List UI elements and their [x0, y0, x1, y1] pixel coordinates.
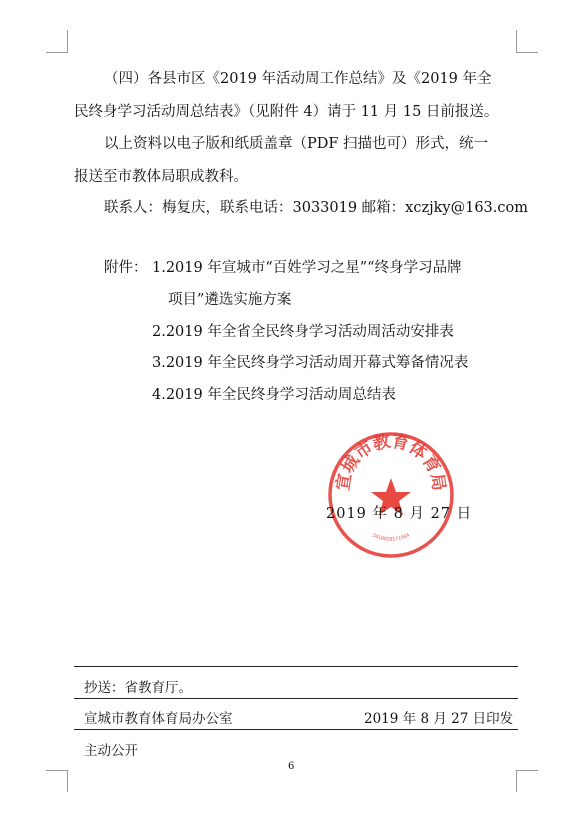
crop-mark-bottom-right-v — [516, 770, 517, 792]
svg-text:3418020171904: 3418020171904 — [371, 532, 411, 543]
crop-mark-top-left-v — [67, 30, 68, 52]
official-seal — [326, 430, 456, 560]
document-date: 2019 年 8 月 27 日 — [326, 506, 473, 522]
attachment-1-line-1: 1.2019 年宣城市“百姓学习之星”“终身学习品牌 — [152, 260, 462, 276]
paragraph-2-line-2: 报送至市教体局职成教科。 — [74, 169, 248, 185]
attachment-2: 2.2019 年全省全民终身学习活动周活动安排表 — [152, 324, 454, 340]
footer-rule-top — [74, 666, 518, 667]
disclosure-type: 主动公开 — [84, 743, 138, 759]
paragraph-2-line-1: 以上资料以电子版和纸质盖章（PDF 扫描也可）形式，统一 — [104, 136, 489, 152]
attachment-3: 3.2019 年全民终身学习活动周开幕式筹备情况表 — [152, 355, 469, 371]
crop-mark-bottom-left-h — [46, 770, 68, 771]
issuer: 宣城市教育体育局办公室 — [84, 711, 233, 727]
footer-rule-bottom — [74, 729, 518, 730]
print-date: 2019 年 8 月 27 日印发 — [364, 711, 514, 727]
paragraph-1-line-2: 民终身学习活动周总结表》（见附件 4）请于 11 月 15 日前报送。 — [74, 104, 499, 120]
crop-mark-top-right-h — [516, 52, 538, 53]
page-number: 6 — [288, 761, 295, 772]
crop-mark-top-left-h — [46, 52, 68, 53]
contact-line: 联系人：梅复庆，联系电话：3033019 邮箱：xczjky@163.com — [104, 200, 528, 216]
attachment-4: 4.2019 年全民终身学习活动周总结表 — [152, 387, 396, 403]
crop-mark-bottom-left-v — [67, 770, 68, 792]
paragraph-1-line-1: （四）各县市区《2019 年活动周工作总结》及《2019 年全 — [104, 71, 492, 87]
attachments-label: 附件： — [104, 260, 148, 276]
footer-rule-middle — [74, 698, 518, 699]
svg-text:宣城市教育体育局: 宣城市教育体育局 — [333, 431, 449, 493]
crop-mark-bottom-right-h — [516, 770, 538, 771]
crop-mark-top-right-v — [516, 30, 517, 52]
cc-line: 抄送：省教育厅。 — [84, 680, 192, 696]
attachment-1-line-2: 项目”遴选实施方案 — [168, 292, 292, 308]
